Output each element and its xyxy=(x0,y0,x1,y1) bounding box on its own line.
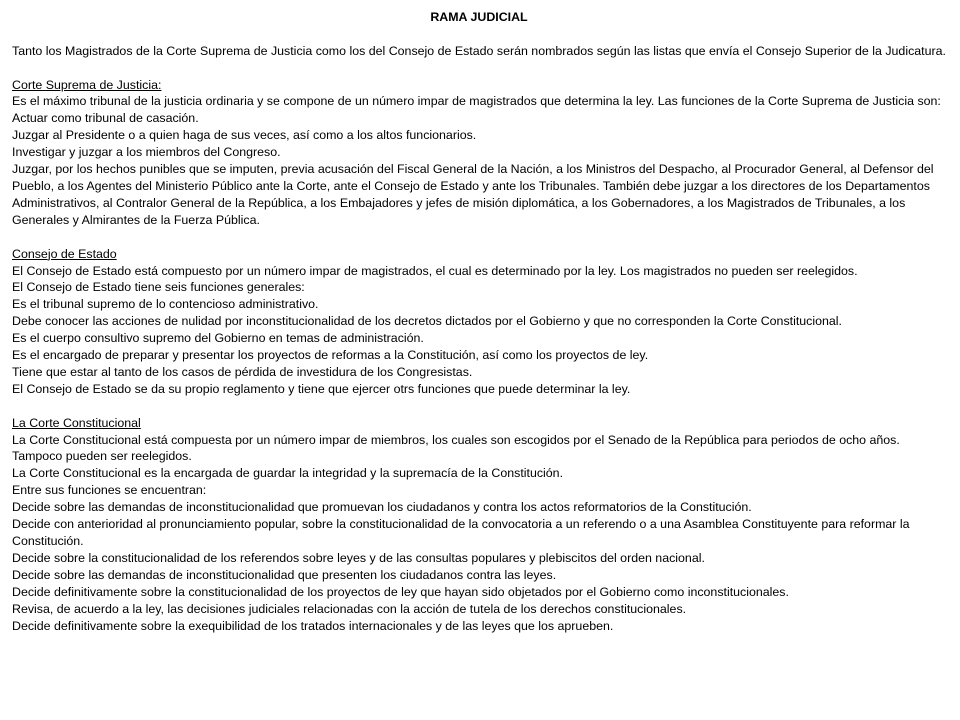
list-item: Decide definitivamente sobre la exequibilidad de los tratados internacionales y de las leyes que los aprueben. xyxy=(12,618,614,633)
spacer xyxy=(12,398,946,415)
section-heading: Consejo de Estado xyxy=(12,246,117,261)
list-item: Decide sobre las demandas de inconstitucionalidad que presenten los ciudadanos contra las leyes. xyxy=(12,567,557,582)
list-item: Decide sobre la constitucionalidad de los referendos sobre leyes y de las consultas populares y plebiscitos del orden nacional. xyxy=(12,550,705,565)
list-item: Decide sobre las demandas de inconstitucionalidad que promuevan los ciudadanos y contra los actos reformatorios de la Constitución. xyxy=(12,500,752,515)
list-item: Investigar y juzgar a los miembros del Congreso. xyxy=(12,145,281,160)
list-item: Juzgar, por los hechos punibles que se imputen, previa acusación del Fiscal General de la Nación, a los Ministros del Despacho, al Procurador General, al Defensor del Pueblo, a los Agentes del Ministerio Público ante la Corte, ante el Consejo de Estado y ante los Tribunales. También debe juzgar a los directores de los Departamentos Administrativos, al Contralor General de la República, a los Embajadores y jefes de misión diplomática, a los Gobernadores, a los Magistrados de Tribunales, a los Generales y Almirantes de la Fuerza Pública. xyxy=(12,162,934,227)
section-heading: La Corte Constitucional xyxy=(12,415,141,430)
list-item: Es el tribunal supremo de lo contencioso administrativo. xyxy=(12,297,319,312)
list-item: Revisa, de acuerdo a la ley, las decisiones judiciales relacionadas con la acción de tutela de los derechos constitucionales. xyxy=(12,601,687,616)
list-item: Entre sus funciones se encuentran: xyxy=(12,483,207,498)
list-item: El Consejo de Estado está compuesto por un número impar de magistrados, el cual es determinado por la ley. Los magistrados no pueden ser reelegidos. xyxy=(12,263,858,278)
list-item: Juzgar al Presidente o a quien haga de sus veces, así como a los altos funcionarios. xyxy=(12,128,477,143)
section-lines xyxy=(12,263,946,398)
section-corte-suprema xyxy=(12,77,946,229)
section-consejo-estado xyxy=(12,246,946,398)
list-item: Actuar como tribunal de casación. xyxy=(12,111,199,126)
intro-paragraph: Tanto los Magistrados de la Corte Suprema de Justicia como los del Consejo de Estado serán nombrados según las listas que envía el Consejo Superior de la Judicatura. xyxy=(12,43,946,58)
section-heading: Corte Suprema de Justicia: xyxy=(12,77,162,92)
section-lines xyxy=(12,432,946,635)
list-item: Decide con anterioridad al pronunciamiento popular, sobre la constitucionalidad de la convocatoria a un referendo o a una Asamblea Constituyente para reformar la Constitución. xyxy=(12,517,910,549)
list-item: Es el máximo tribunal de la justicia ordinaria y se compone de un número impar de magistrados que determina la ley. Las funciones de la Corte Suprema de Justicia son: xyxy=(12,94,941,109)
document-title: RAMA JUDICIAL xyxy=(430,10,528,24)
spacer xyxy=(12,229,946,246)
list-item: El Consejo de Estado se da su propio reglamento y tiene que ejercer otrs funciones que puede determinar la ley. xyxy=(12,381,631,396)
list-item: Debe conocer las acciones de nulidad por inconstitucionalidad de los decretos dictados por el Gobierno y que no corresponden la Corte Constitucional. xyxy=(12,314,842,329)
list-item: Decide definitivamente sobre la constitucionalidad de los proyectos de ley que hayan sido objetados por el Gobierno como inconstitucionales. xyxy=(12,584,789,599)
spacer xyxy=(12,60,946,77)
list-item: Es el cuerpo consultivo supremo del Gobierno en temas de administración. xyxy=(12,331,424,346)
list-item: La Corte Constitucional es la encargada de guardar la integridad y la supremacía de la Constitución. xyxy=(12,466,564,481)
section-lines xyxy=(12,93,946,228)
document-page xyxy=(12,9,946,634)
list-item: El Consejo de Estado tiene seis funciones generales: xyxy=(12,280,305,295)
section-corte-constitucional xyxy=(12,415,946,635)
list-item: Es el encargado de preparar y presentar los proyectos de reformas a la Constitución, así como los proyectos de ley. xyxy=(12,348,649,363)
list-item: La Corte Constitucional está compuesta por un número impar de miembros, los cuales son escogidos por el Senado de la República para periodos de ocho años. Tampoco pueden ser reelegidos. xyxy=(12,432,900,464)
list-item: Tiene que estar al tanto de los casos de pérdida de investidura de los Congresistas. xyxy=(12,364,473,379)
spacer xyxy=(12,26,946,43)
